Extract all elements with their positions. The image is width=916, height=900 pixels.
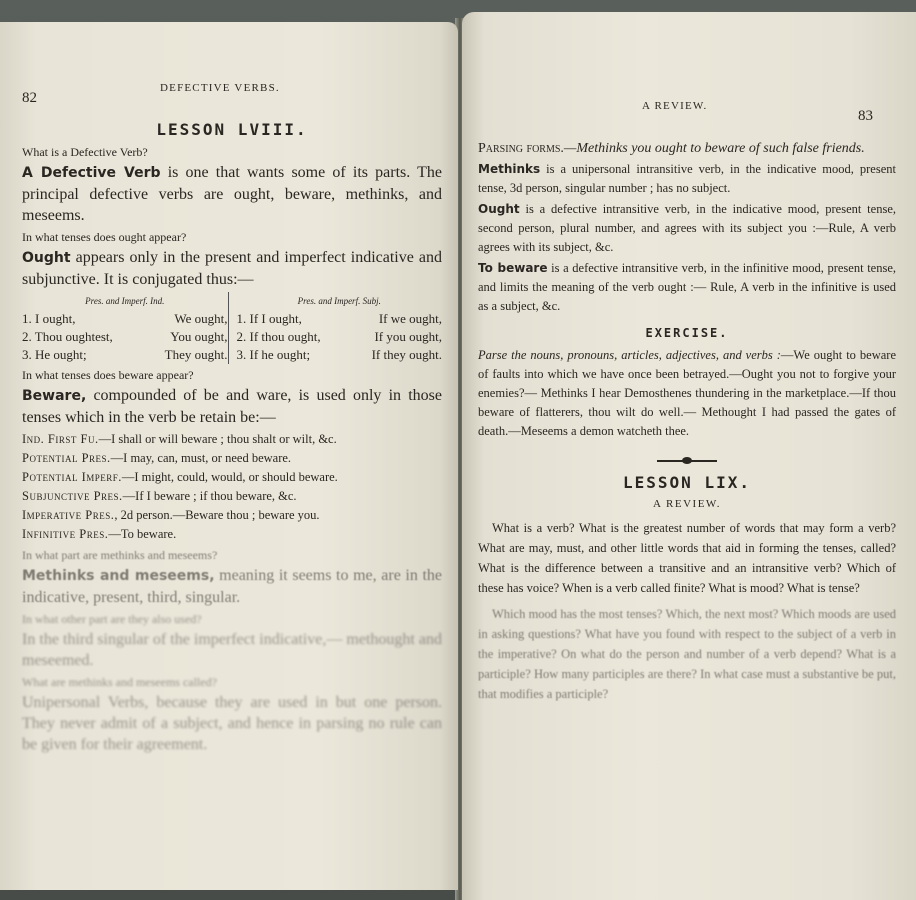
answer-2 (22, 247, 442, 290)
conj-cell: You ought, (170, 329, 228, 344)
answer-4-text: meaning it seems to me, are in the indicative, present, third, singular. (22, 567, 442, 606)
answer-2-text: appears only in the present and imperfect indicative and subjunctive. It is conjugated thus:— (22, 249, 442, 288)
conjugation-subjunctive (228, 292, 443, 364)
form-line (22, 506, 442, 525)
answer-3-term: Beware, (22, 388, 87, 404)
form-label: Potential Pres. (22, 451, 111, 465)
conj-cell: If we ought, (378, 311, 442, 326)
conjugation-row (22, 346, 228, 364)
parse-to-beware (478, 259, 896, 316)
conj-cell: 2. If thou ought, (236, 329, 321, 344)
question-2: In what tenses does ought appear? (22, 230, 187, 244)
parse-to-beware-text: is a defective intransitive verb, in the infinitive mood, present tense, and limits the meaning of the verb ought :— Rule, A verb in the infinitive is used as a subject, &c. (478, 261, 896, 313)
lesson-title-lix: LESSON LIX. (623, 473, 751, 492)
beware-forms-list (22, 430, 442, 544)
page-number-left: 82 (22, 90, 37, 106)
form-label: Infinitive Pres. (22, 527, 109, 541)
question-6: What are methinks and meseems called? (22, 675, 217, 689)
form-text: —I may, can, must, or need beware. (110, 451, 292, 465)
parsing-forms-heading (478, 140, 896, 158)
conjugation-subjunctive-head: Pres. and Imperf. Subj. (297, 296, 381, 306)
faded-section (22, 548, 442, 608)
answer-3-text: compounded of be and ware, is used only in those tenses which in the verb be retain be:— (22, 387, 442, 426)
answer-5: In the third singular of the imperfect indicative,— methought and meseemed. (22, 631, 442, 669)
conjugation-table (22, 292, 442, 364)
conjugation-indicative (22, 292, 228, 364)
conj-cell: 3. He ought; (22, 347, 87, 362)
form-line (22, 468, 442, 487)
answer-2-term: Ought (22, 250, 71, 266)
form-text: —I shall or will beware ; thou shalt or wilt, &c. (98, 432, 337, 446)
running-head-right: A REVIEW. (642, 100, 708, 112)
left-page (0, 22, 458, 890)
lesson-title-lviii: LESSON LVIII. (156, 120, 308, 139)
question-1: What is a Defective Verb? (22, 145, 148, 159)
conj-cell: 3. If he ought; (236, 347, 311, 362)
conj-cell: We ought, (174, 311, 228, 326)
answer-3 (22, 385, 442, 428)
form-label: Ind. First Fu. (22, 432, 99, 446)
form-text: , 2d person.—Beware thou ; beware you. (114, 508, 320, 522)
form-label: Subjunctive Pres. (22, 489, 123, 503)
form-line (22, 525, 442, 544)
conj-cell: They ought. (164, 347, 228, 362)
conj-cell: 2. Thou oughtest, (22, 329, 113, 344)
answer-6: Unipersonal Verbs, because they are used in but one person. They never admit of a subject, and hence in parsing no rule can be given for their agreement. (22, 694, 442, 753)
form-text: —I might, could, would, or should beware. (121, 470, 338, 484)
conjugation-row (237, 310, 443, 328)
parse-ought (478, 200, 896, 257)
question-5: In what other part are they also used? (22, 612, 202, 626)
conjugation-row (237, 328, 443, 346)
right-page (462, 12, 916, 900)
form-line (22, 430, 442, 449)
answer-1-text: is one that wants some of its parts. The principal defective verbs are ought, beware, methinks, and meseems. (22, 164, 443, 224)
form-label: Potential Imperf. (22, 470, 122, 484)
page-number-right: 83 (858, 108, 873, 124)
exercise-title: EXERCISE. (645, 326, 729, 340)
form-line (22, 487, 442, 506)
lesson-subhead: A REVIEW. (652, 498, 722, 510)
answer-1 (22, 162, 442, 226)
answer-4 (22, 565, 442, 608)
question-3: In what tenses does beware appear? (22, 368, 194, 382)
parse-to-beware-term: To beware (478, 261, 548, 275)
parse-ought-term: Ought (478, 202, 520, 216)
conjugation-row (22, 328, 228, 346)
exercise-text: —We ought to beware of faults into which we have once been betrayed.—Ought you not to forgive your enemies?— Methinks I hear Demosthenes thundering in the marketplace.—If thou beware of flatterers, thou wilt do well.— Methought I had passed the gates of death.—Meseems a demon watcheth thee. (478, 348, 897, 438)
blurred-section (22, 612, 442, 755)
review-paragraph-2: Which mood has the most tenses? Which, the next most? Which moods are used in asking questions? What have you found with respect to the subject of a verb in the imperative? On what do the person and number of a verb depend? What is a participle? How many participles are there? In what case must a substantive be put, that modifies a participle? (478, 607, 896, 701)
parsing-forms-example: —Methinks you ought to beware of such false friends. (563, 141, 865, 156)
conjugation-row (237, 346, 443, 364)
ornament-divider (657, 457, 717, 465)
parse-methinks-term: Methinks (478, 162, 541, 176)
exercise-body (478, 346, 896, 441)
parse-ought-text: is a defective intransitive verb, in the indicative mood, present tense, second person, plural number, and agrees with its subject you :—Rule, A verb agrees with its subject, &c. (478, 202, 896, 254)
review-paragraph-1: What is a verb? What is the greatest number of words that may form a verb? What are may, must, and other little words that aid in forming the tenses, called? What is the difference between a transitive and an intransitive verb? Which of these has voice? When is a verb called finite? What is mood? What is tense? (478, 521, 896, 595)
parse-methinks (478, 160, 896, 198)
parsing-forms-label: Parsing forms. (478, 141, 564, 156)
question-4: In what part are methinks and meseems? (22, 548, 218, 562)
conj-cell: If they ought. (371, 347, 442, 362)
parse-methinks-text: is a unipersonal intransitive verb, in the indicative mood, present tense, 3d person, singular number ; has no subject. (478, 162, 896, 195)
answer-1-term: A Defective Verb (22, 165, 161, 181)
conj-cell: 1. If I ought, (236, 311, 302, 326)
running-head-left: DEFECTIVE VERBS. (160, 82, 280, 94)
form-text: —If I beware ; if thou beware, &c. (122, 489, 297, 503)
conjugation-row (22, 310, 228, 328)
form-label: Imperative Pres. (22, 508, 115, 522)
conj-cell: 1. I ought, (22, 311, 76, 326)
exercise-instruction: Parse the nouns, pronouns, articles, adjectives, and verbs : (478, 348, 781, 362)
form-line (22, 449, 442, 468)
answer-4-term: Methinks and meseems, (22, 568, 215, 584)
form-text: —To beware. (108, 527, 177, 541)
conj-cell: If you ought, (374, 329, 442, 344)
conjugation-indicative-head: Pres. and Imperf. Ind. (85, 296, 165, 306)
